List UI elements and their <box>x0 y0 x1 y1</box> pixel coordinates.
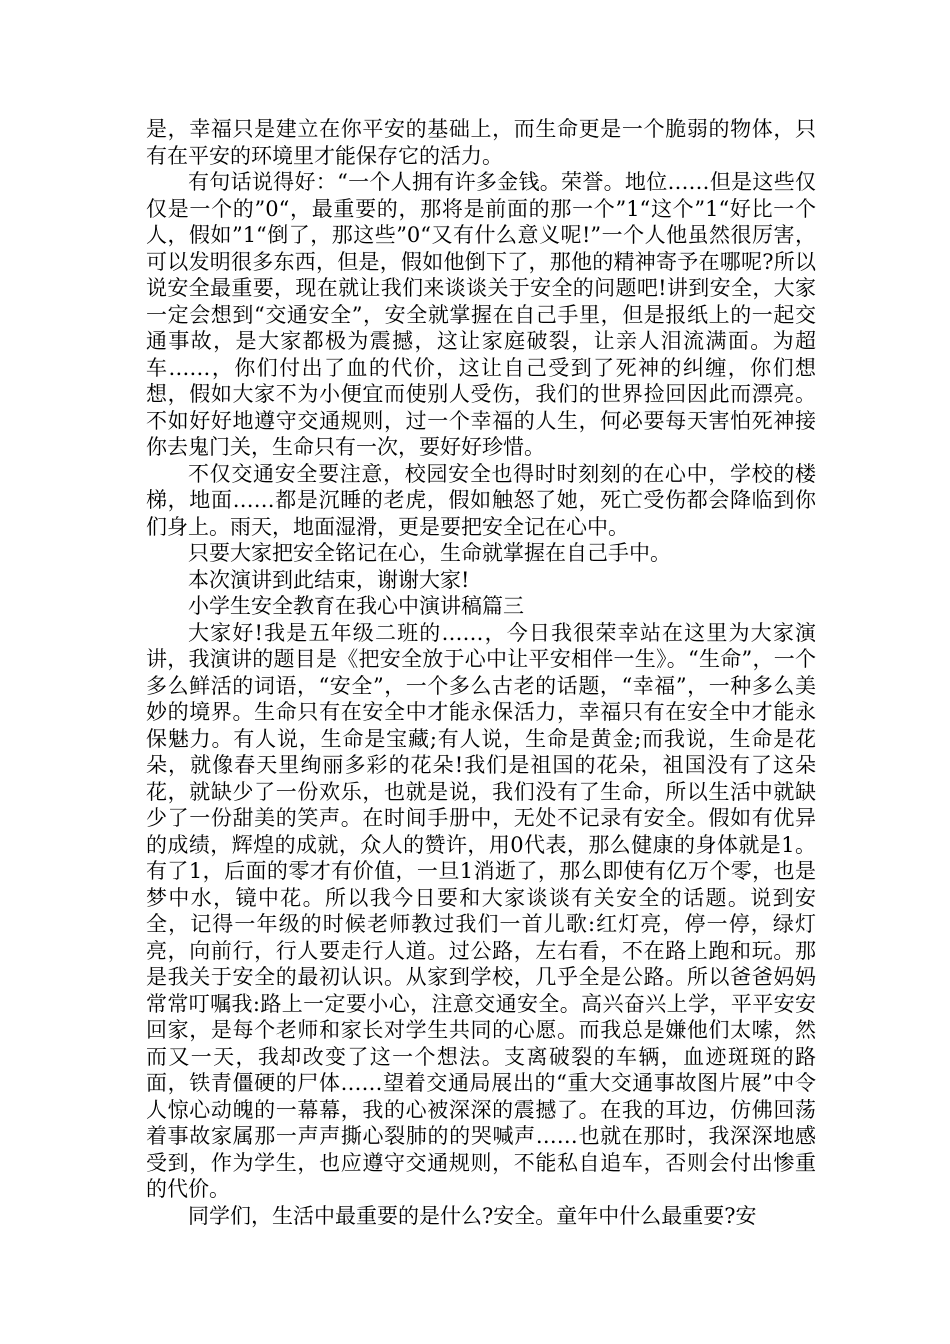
paragraph-classmates: 同学们，生活中最重要的是什么?安全。童年中什么最重要?安 <box>188 1203 757 1228</box>
paragraph-money-honor: 有句话说得好：“一个人拥有许多金钱。荣誉。地位……但是这些仅仅是一个的”0“，最重要的，那将是前面的那一个”1“这个”1“好比一个人，假如”1“倒了，那这些”0“又有什么意义呢!”一个人他虽然很厉害，可以发明很多东西，但是，假如他倒下了，那他的精神寄予在哪呢?所以说安全最重要，现在就让我们来谈谈关于安全的问题吧!讲到安全，大家一定会想到“交通安全”，安全就掌握在自己手里，但是报纸上的一起交通事故，是大家都极为震撼，这让家庭破裂，让亲人泪流满面。为超车……，你们付出了血的代价，这让自己受到了死神的纠缠，你们想想，假如大家不为小便宜而使别人受伤，我们的世界捡回因此而漂亮。不如好好地遵守交通规则，过一个幸福的人生，何必要每天害怕死神接你去鬼门关，生命只有一次，要好好珍惜。 <box>146 170 816 459</box>
paragraph-campus-safety: 不仅交通安全要注意，校园安全也得时时刻刻的在心中，学校的楼梯，地面……都是沉睡的老虎，假如触怒了她，死亡受伤都会降临到你们身上。雨天，地面湿滑，更是要把安全记在心中。 <box>146 461 816 539</box>
document-page <box>146 116 816 1229</box>
paragraph-speech-three: 大家好!我是五年级二班的……，今日我很荣幸站在这里为大家演讲，我演讲的题目是《把安全放于心中让平安相伴一生》。“生命”，一个多么鲜活的词语，“安全”，一个多么古老的话题，“幸福”，一种多么美妙的境界。生命只有在安全中才能永保活力，幸福只有在安全中才能永保魅力。有人说，生命是宝藏;有人说，生命是黄金;而我说，生命是花朵，就像春天里绚丽多彩的花朵!我们是祖国的花朵，祖国没有了这朵花，就缺少了一份欢乐，也就是说，我们没有了生命，所以生活中就缺少了一份甜美的笑声。在时间手册中，无处不记录有安全。假如有优异的成绩，辉煌的成就，众人的赞许，用0代表，那么健康的身体就是1。有了1，后面的零才有价值，一旦1消逝了，那么即使有亿万个零，也是梦中水，镜中花。所以我今日要和大家谈谈有关安全的话题。说到安全，记得一年级的时候老师教过我们一首儿歌:红灯亮，停一停，绿灯亮，向前行，行人要走行人道。过公路，左右看，不在路上跑和玩。那是我关于安全的最初认识。从家到学校，几乎全是公路。所以爸爸妈妈常常叮嘱我:路上一定要小心，注意交通安全。高兴奋兴上学，平平安安回家，是每个老师和家长对学生共同的心愿。而我总是嫌他们太嗦，然而又一天，我却改变了这一个想法。支离破裂的车辆，血迹斑斑的路面，铁青僵硬的尸体……望着交通局展出的“重大交通事故图片展”中令人惊心动魄的一幕幕，我的心被深深的震撼了。在我的耳边，仿佛回荡着事故家属那一声声撕心裂肺的的哭喊声……也就在那时，我深深地感受到，作为学生，也应遵守交通规则，不能私自追车，否则会付出惨重的代价。 <box>146 620 816 1201</box>
paragraph-remember-safety: 只要大家把安全铭记在心，生命就掌握在自己手中。 <box>188 541 671 565</box>
paragraph-closing: 本次演讲到此结束，谢谢大家! <box>188 567 470 592</box>
section-title: 小学生安全教育在我心中演讲稿篇三 <box>188 594 524 618</box>
paragraph-continuation: 是，幸福只是建立在你平安的基础上，而生命更是一个脆弱的物体，只有在平安的环境里才能保存它的活力。 <box>146 117 816 168</box>
